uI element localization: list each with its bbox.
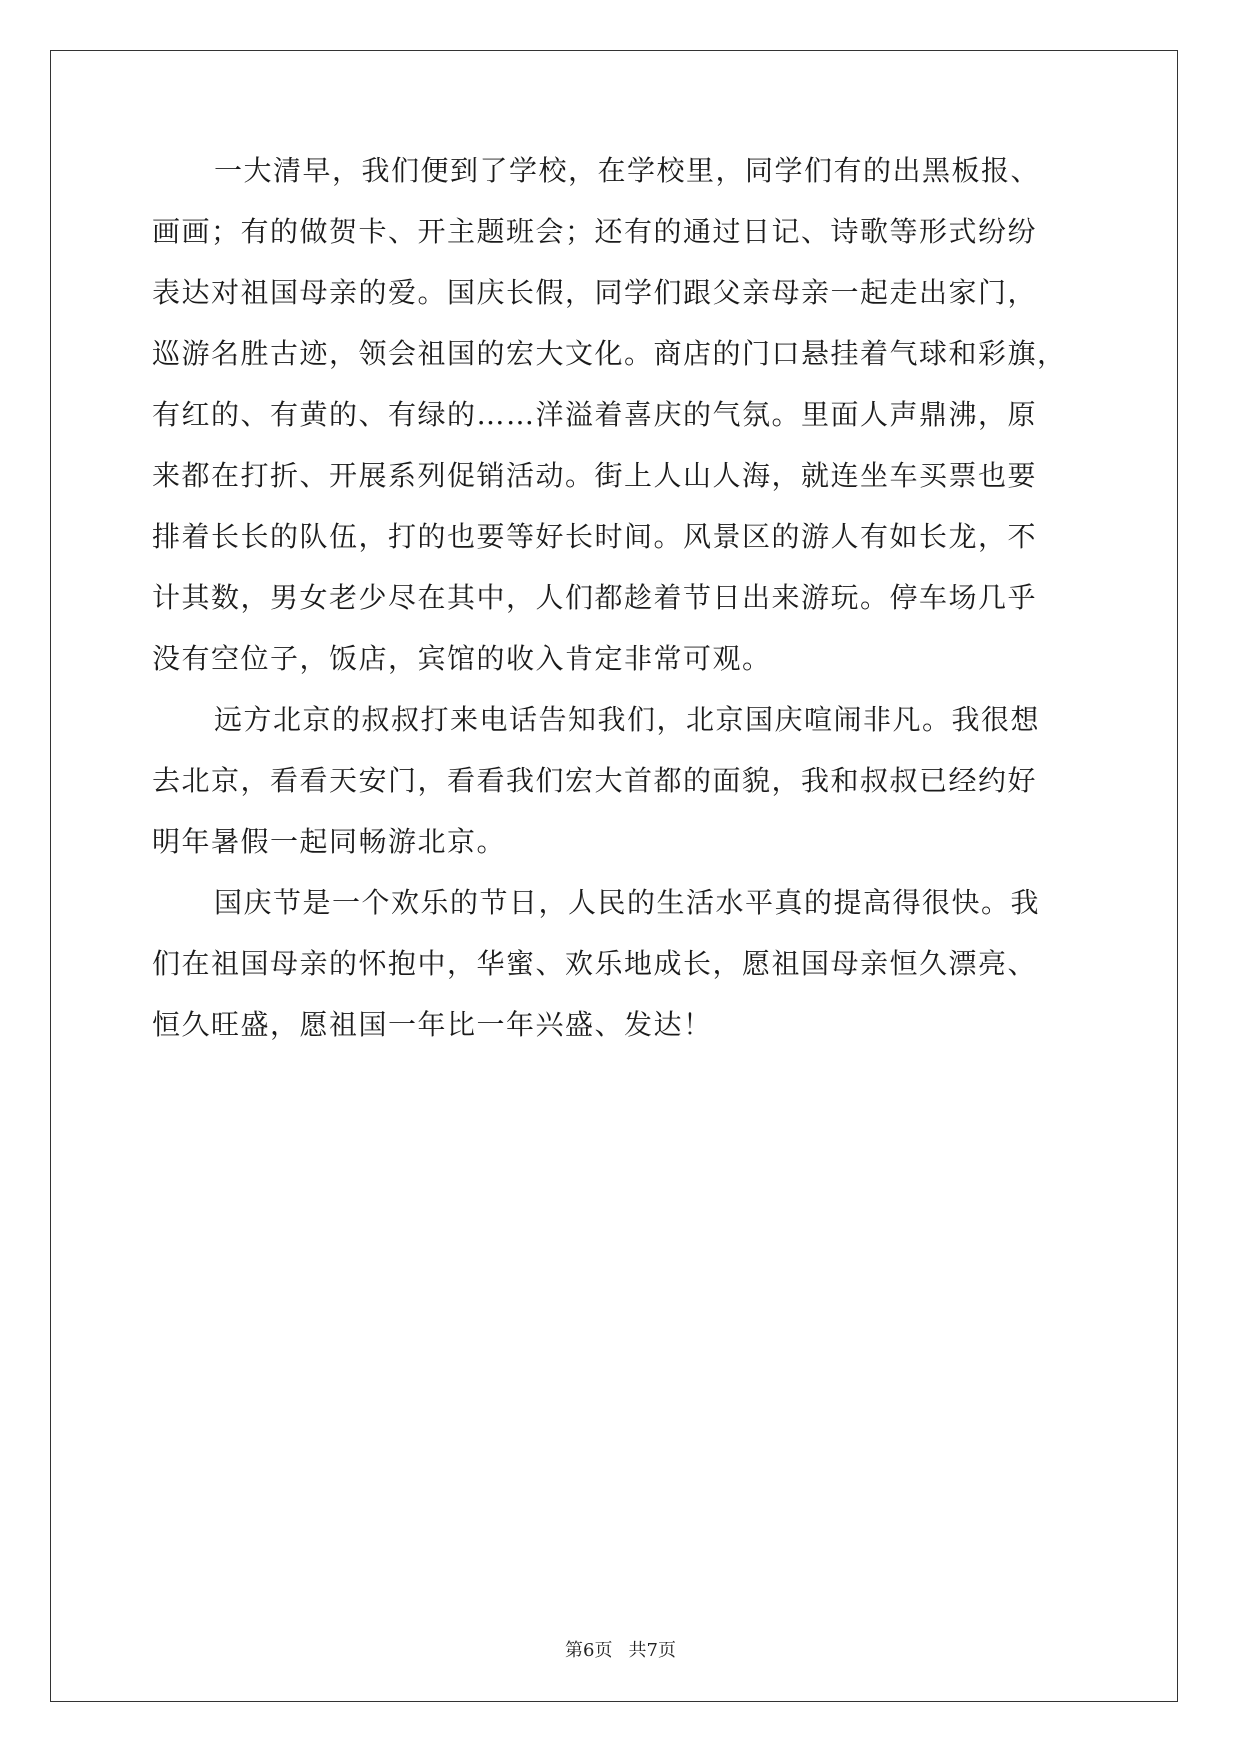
paragraph-1-line-2: 画画；有的做贺卡、开主题班会；还有的通过日记、诗歌等形式纷纷 xyxy=(152,215,1038,248)
paragraph-1-line-5: 有红的、有黄的、有绿的……洋溢着喜庆的气氛。里面人声鼎沸，原 xyxy=(152,398,1038,431)
document-body xyxy=(152,156,1092,1071)
page-footer xyxy=(0,1640,1241,1662)
paragraph-2-line-3: 明年暑假一起同畅游北京。 xyxy=(152,825,507,858)
paragraph-1-line-1: 一大清早，我们便到了学校，在学校里，同学们有的出黑板报、 xyxy=(214,154,1041,187)
paragraph-1-line-8: 计其数，男女老少尽在其中，人们都趁着节日出来游玩。停车场几乎 xyxy=(152,581,1038,614)
paragraph-1-line-6: 来都在打折、开展系列促销活动。街上人山人海，就连坐车买票也要 xyxy=(152,459,1038,492)
paragraph-1-line-3: 表达对祖国母亲的爱。国庆长假，同学们跟父亲母亲一起走出家门， xyxy=(152,276,1038,309)
paragraph-2-line-2: 去北京，看看天安门，看看我们宏大首都的面貌，我和叔叔已经约好 xyxy=(152,764,1038,797)
paragraph-3-line-1: 国庆节是一个欢乐的节日，人民的生活水平真的提高得很快。我 xyxy=(214,886,1041,919)
paragraph-2-line-1: 远方北京的叔叔打来电话告知我们，北京国庆喧闹非凡。我很想 xyxy=(214,703,1041,736)
paragraph-3-line-3: 恒久旺盛，愿祖国一年比一年兴盛、发达！ xyxy=(152,1008,713,1041)
paragraph-3-line-2: 们在祖国母亲的怀抱中，华蜜、欢乐地成长，愿祖国母亲恒久漂亮、 xyxy=(152,947,1038,980)
paragraph-1-line-7: 排着长长的队伍，打的也要等好长时间。风景区的游人有如长龙，不 xyxy=(152,520,1038,553)
paragraph-1-line-4: 巡游名胜古迹，领会祖国的宏大文化。商店的门口悬挂着气球和彩旗， xyxy=(152,337,1067,370)
paragraph-1-line-9: 没有空位子，饭店，宾馆的收入肯定非常可观。 xyxy=(152,642,772,675)
current-page-number: 第6页 xyxy=(565,1640,613,1661)
total-page-count: 共7页 xyxy=(628,1640,676,1661)
